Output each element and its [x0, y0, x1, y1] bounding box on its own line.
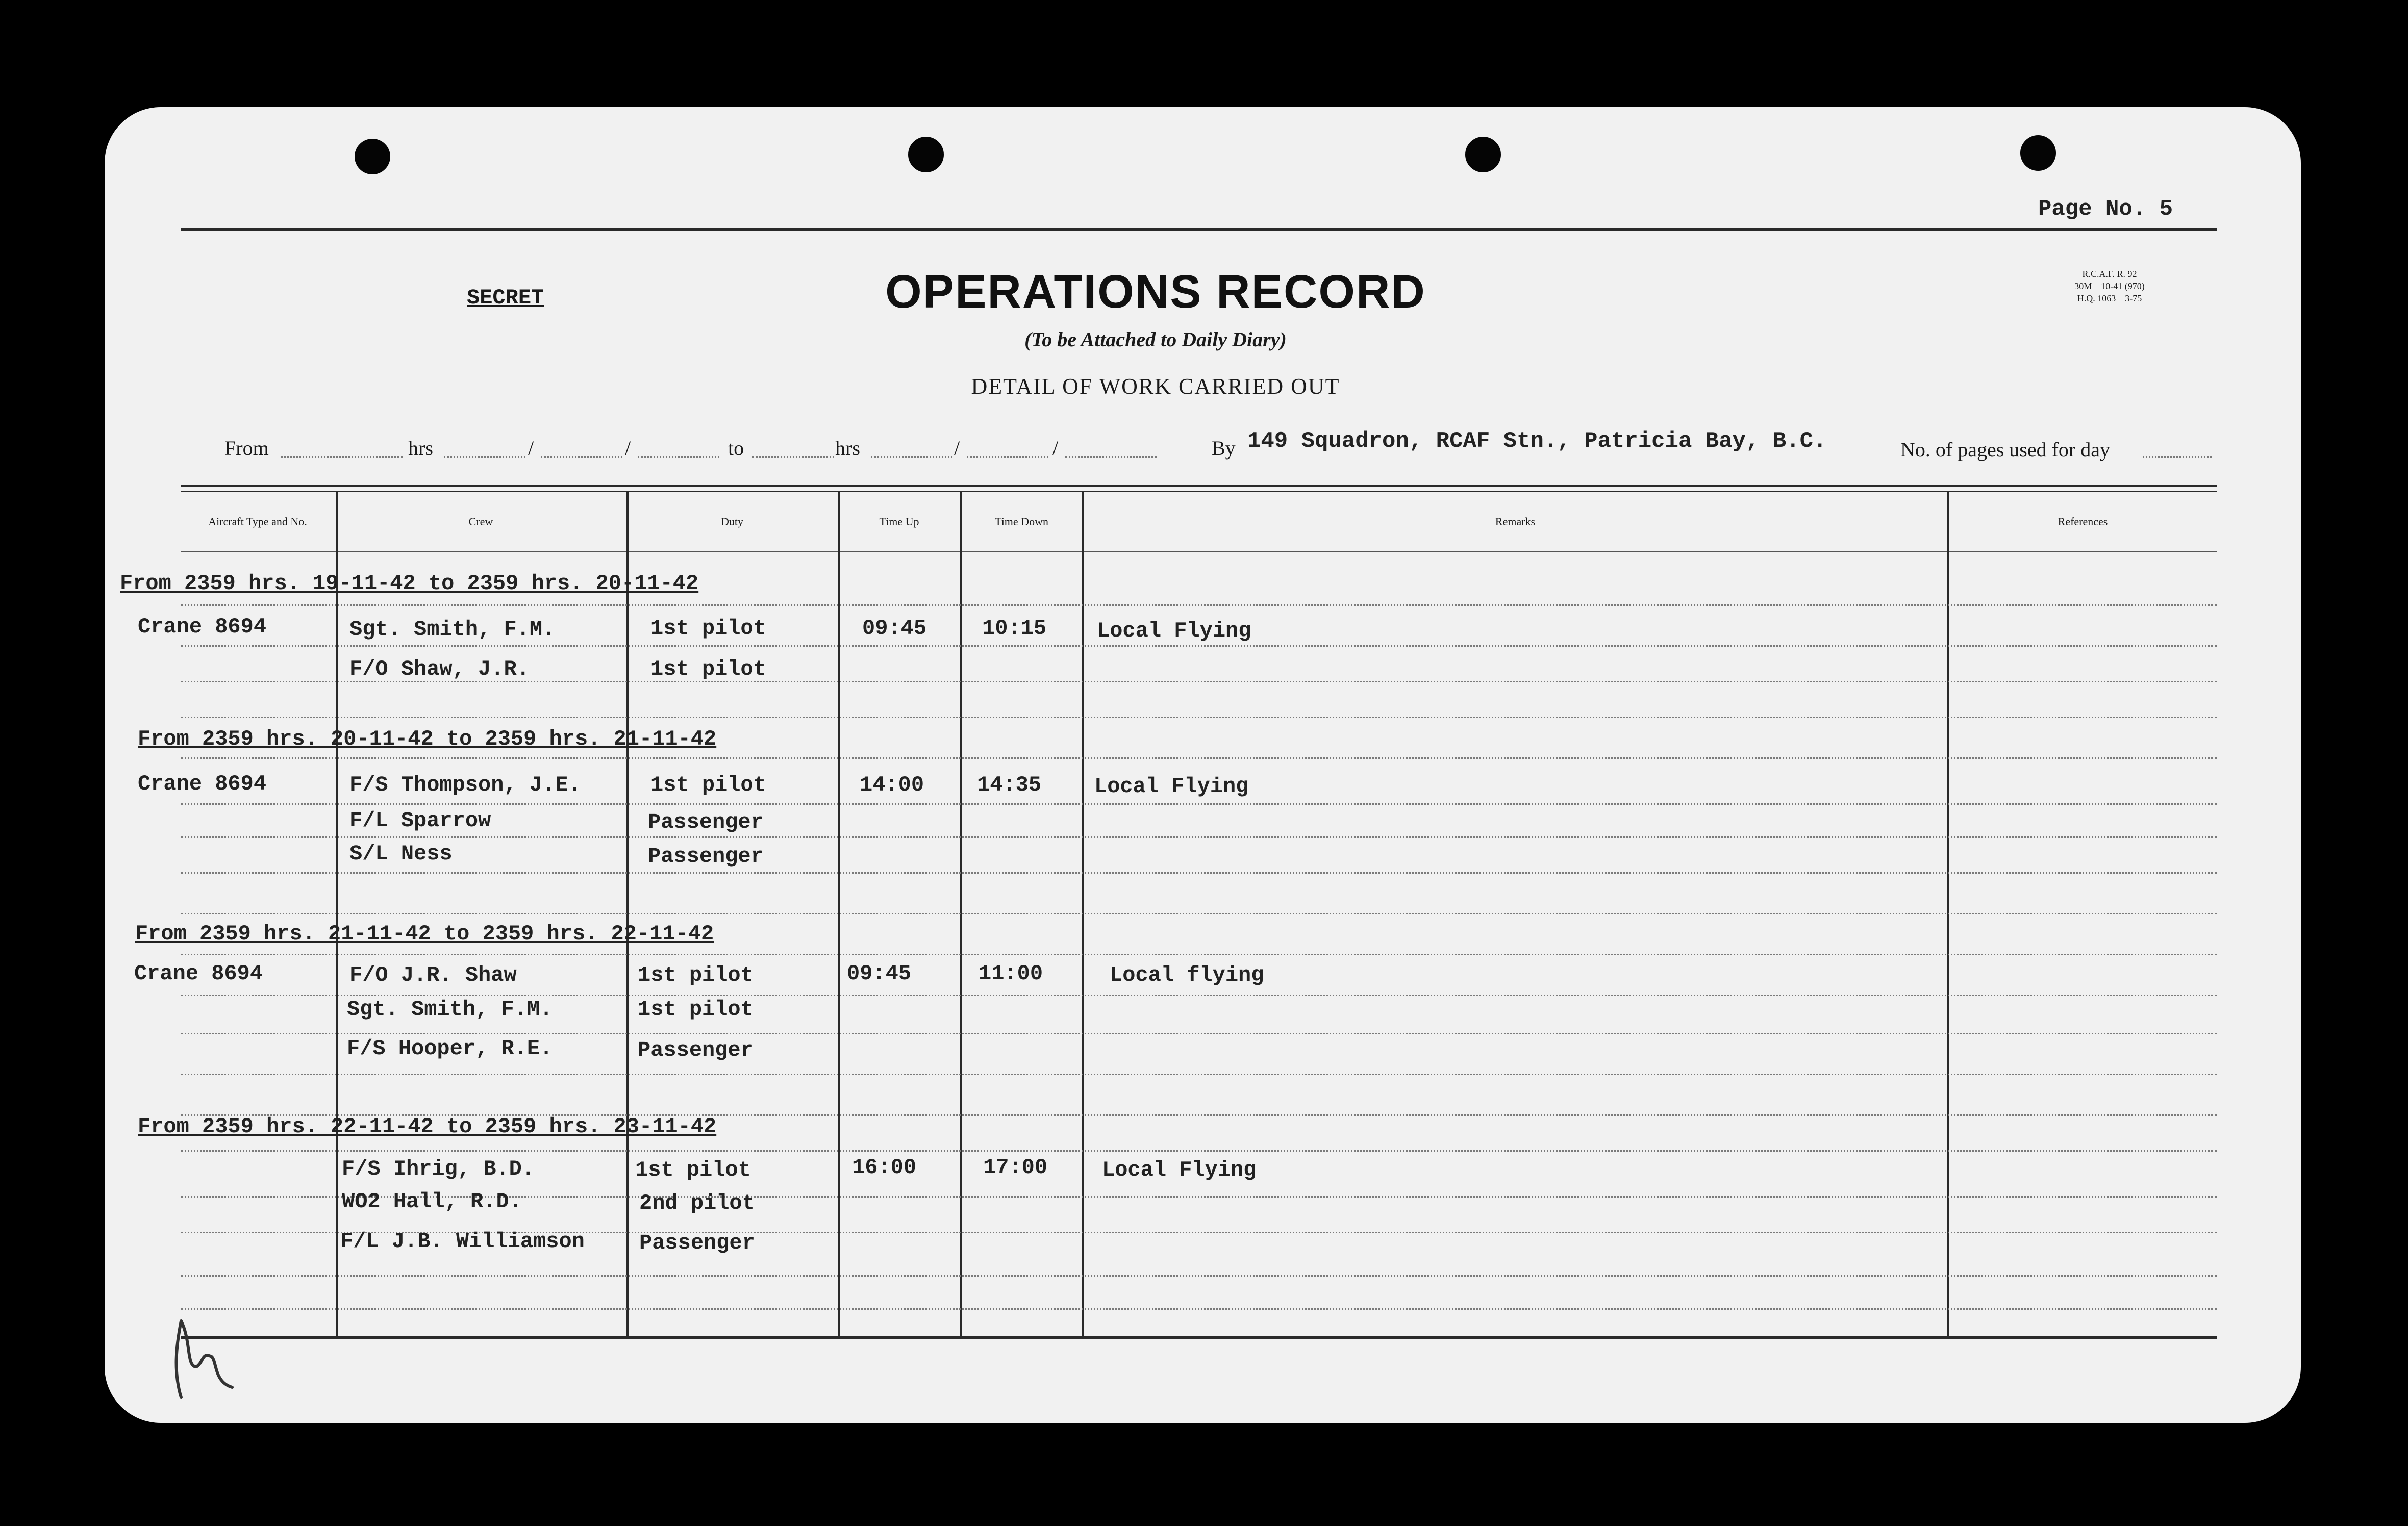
from-label: From — [224, 437, 269, 460]
time-down-cell: 10:15 — [982, 616, 1047, 641]
fill-line — [444, 456, 525, 458]
aircraft-cell: Crane 8694 — [138, 615, 267, 639]
ruling-line — [181, 645, 2217, 647]
crew-name: F/L J.B. Williamson — [340, 1229, 585, 1254]
time-up-cell: 14:00 — [860, 773, 924, 797]
remarks-cell: Local flying — [1110, 963, 1264, 987]
crew-name: F/O Shaw, J.R. — [349, 657, 530, 681]
crew-name: F/S Thompson, J.E. — [349, 773, 581, 797]
header-rule — [181, 485, 2217, 487]
punch-hole — [1465, 137, 1501, 172]
classification-stamp: SECRET — [467, 286, 544, 310]
fill-line — [752, 456, 834, 458]
time-down-cell: 17:00 — [983, 1155, 1048, 1180]
crew-name: F/O J.R. Shaw — [349, 963, 517, 987]
column-header-aircraft: Aircraft Type and No. — [208, 515, 307, 528]
column-header-duty: Duty — [721, 515, 743, 528]
form-code-line: R.C.A.F. R. 92 — [2082, 269, 2137, 279]
column-header-references: References — [2058, 515, 2108, 528]
fill-line — [2143, 456, 2212, 458]
crew-duty: 1st pilot — [638, 963, 754, 987]
column-header-rule — [181, 551, 2217, 552]
crew-name: F/S Hooper, R.E. — [347, 1036, 553, 1061]
punch-hole — [2020, 135, 2056, 171]
crew-duty: 1st pilot — [635, 1158, 751, 1182]
fill-line — [281, 456, 403, 458]
hrs-label: hrs — [408, 437, 433, 460]
time-up-cell: 09:45 — [862, 616, 927, 641]
ruling-line — [181, 717, 2217, 718]
hrs-label: hrs — [835, 437, 860, 460]
top-rule — [181, 228, 2217, 231]
form-title: OPERATIONS RECORD — [885, 266, 1426, 318]
ruling-line — [181, 1308, 2217, 1310]
header-rule — [181, 491, 2217, 492]
form-subtitle: (To be Attached to Daily Diary) — [1024, 328, 1287, 351]
aircraft-cell: Crane 8694 — [134, 961, 263, 986]
ruling-line — [181, 995, 2217, 996]
crew-duty: Passenger — [639, 1231, 755, 1255]
period-heading: From 2359 hrs. 22-11-42 to 2359 hrs. 23-11-42 — [138, 1114, 717, 1139]
ruling-line — [181, 1150, 2217, 1152]
punch-hole — [908, 137, 944, 172]
crew-name: Sgt. Smith, F.M. — [347, 997, 553, 1022]
remarks-cell: Local Flying — [1097, 619, 1251, 643]
time-down-cell: 11:00 — [979, 961, 1043, 986]
ruling-line — [181, 757, 2217, 759]
period-heading: From 2359 hrs. 20-11-42 to 2359 hrs. 21-11-42 — [138, 727, 717, 751]
fill-line — [638, 456, 719, 458]
period-heading: From 2359 hrs. 21-11-42 to 2359 hrs. 22-11-42 — [135, 922, 714, 946]
column-header-time-down: Time Down — [995, 515, 1048, 528]
bottom-rule — [181, 1336, 2217, 1339]
crew-name: WO2 Hall, R.D. — [342, 1189, 522, 1214]
time-down-cell: 14:35 — [977, 773, 1042, 797]
crew-duty: Passenger — [648, 844, 764, 869]
form-code-line: 30M—10-41 (970) — [2074, 281, 2145, 291]
time-up-cell: 09:45 — [847, 961, 912, 986]
aircraft-cell: Crane 8694 — [138, 772, 267, 796]
ruling-line — [181, 913, 2217, 914]
fill-line — [871, 456, 952, 458]
ruling-line — [181, 872, 2217, 874]
to-label: to — [728, 437, 744, 460]
crew-name: F/L Sparrow — [349, 808, 491, 833]
crew-duty: 1st pilot — [638, 997, 754, 1022]
crew-name: S/L Ness — [349, 842, 453, 866]
column-header-remarks: Remarks — [1495, 515, 1536, 528]
form-code — [2059, 268, 2161, 304]
operations-record-form: Page No. 5 SECRET OPERATIONS RECORD (To be Attached to Daily Diary) DETAIL OF WORK CARRIED OUT R.C.A.F. R. 92 30M—10-41 (970) H.Q. 1063—3-75 From hrs / / to hrs / / By 149 Squadron, RCAF Stn., Patricia Bay, B.C. No. of pages used for day Aircraft Type and No. Crew Duty Time Up Time Down Remarks References From 2359 hrs. 19-11-42 to 2359 hrs. 20-11-42 Crane 8694 Sgt. Smith, F.M. 1st pilot 09:45 10:15 Local Flying F/O Shaw, J.R. 1st pilot From 2359 hrs. 20-11-42 to 2359 hrs. 21-11-42 Crane 8694 F/S Thompson, J.E. 1st pilot 14:00 14:35 Local Flying F/L Sparrow Passenger S/L Ness Passenger From 2359 hrs. 21-11-42 to 2359 hrs. 22-11-42 Crane 8694 F/O J.R. Shaw 1st pilot 09:45 11:00 Local flying Sgt. Smith, F.M. 1st pilot F/S Hooper, R.E. Passenger From 2359 hrs. 22-11-42 to 2359 hrs. 23-11-42 F/S Ihrig, B.D. 1st pilot 16:00 17:00 Local Flying WO2 Hall, R.D. 2nd pilot F/L J.B. Williamson Passenger — [105, 107, 2301, 1423]
ruling-line — [181, 803, 2217, 805]
pages-used-label: No. of pages used for day — [1900, 438, 2110, 461]
crew-duty: Passenger — [648, 810, 764, 834]
column-header-time-up: Time Up — [879, 515, 919, 528]
ruling-line — [181, 1033, 2217, 1034]
detail-heading: DETAIL OF WORK CARRIED OUT — [971, 374, 1340, 399]
fill-line — [541, 456, 622, 458]
ruling-line — [181, 604, 2217, 606]
crew-duty: 2nd pilot — [639, 1191, 755, 1215]
ruling-line — [181, 836, 2217, 838]
period-heading: From 2359 hrs. 19-11-42 to 2359 hrs. 20-11-42 — [120, 571, 699, 596]
remarks-cell: Local Flying — [1102, 1158, 1257, 1182]
ruling-line — [181, 954, 2217, 955]
signature-initials — [166, 1311, 247, 1408]
fill-line — [1065, 456, 1157, 458]
crew-duty: 1st pilot — [650, 616, 766, 641]
fill-line — [967, 456, 1048, 458]
remarks-cell: Local Flying — [1094, 774, 1249, 799]
time-up-cell: 16:00 — [852, 1155, 917, 1180]
crew-duty: Passenger — [638, 1038, 754, 1062]
page-number: Page No. 5 — [2038, 196, 2173, 222]
crew-name: F/S Ihrig, B.D. — [342, 1157, 535, 1181]
crew-duty: 1st pilot — [650, 657, 766, 681]
unit-name: 149 Squadron, RCAF Stn., Patricia Bay, B.C. — [1247, 428, 1827, 454]
form-code-line: H.Q. 1063—3-75 — [2077, 293, 2142, 303]
crew-duty: 1st pilot — [650, 773, 766, 797]
crew-name: Sgt. Smith, F.M. — [349, 617, 556, 642]
by-label: By — [1212, 437, 1236, 460]
punch-hole — [355, 139, 390, 174]
ruling-line — [181, 1275, 2217, 1277]
column-header-crew: Crew — [468, 515, 493, 528]
ruling-line — [181, 1074, 2217, 1075]
